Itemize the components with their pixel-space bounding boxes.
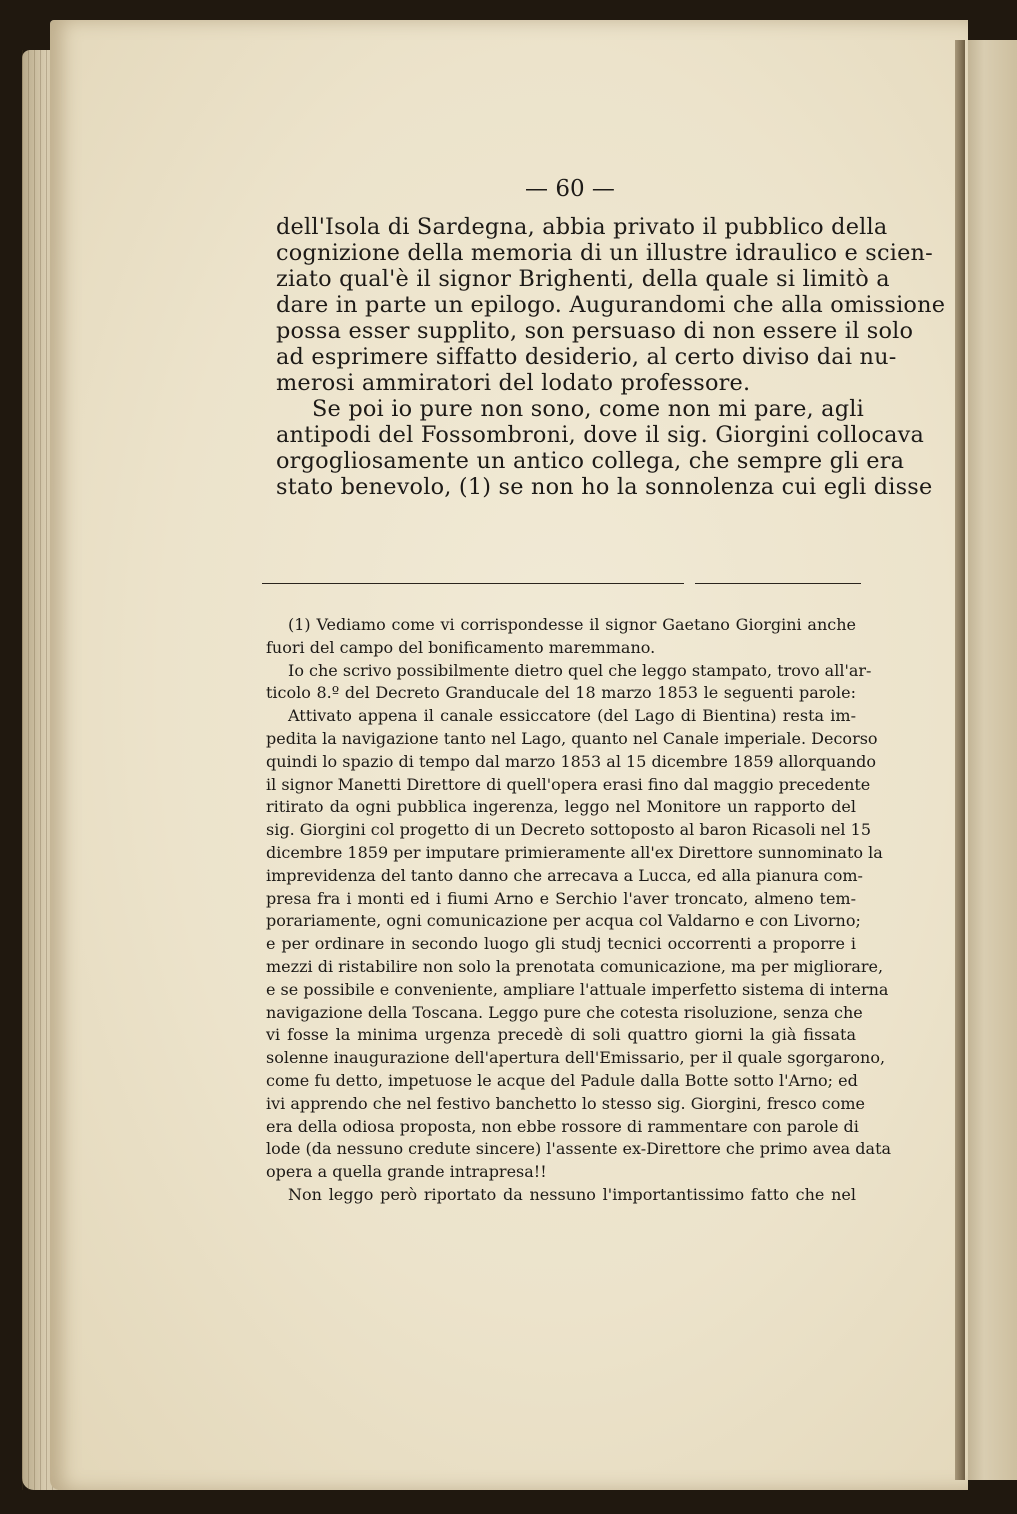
footnote-line: vi fosse la minima urgenza precedè di soli quattro giorni la già fissata [266, 1025, 856, 1045]
body-line: dell'Isola di Sardegna, abbia privato il pubblico della [276, 214, 888, 240]
body-line: Se poi io pure non sono, come non mi pare, agli [312, 396, 864, 422]
footnote-line: e per ordinare in secondo luogo gli studj tecnici occorrenti a proporre i [266, 934, 856, 954]
footnote-line: Io che scrivo possibilmente dietro quel che leggo stampato, trovo all'ar- [288, 660, 872, 680]
body-line: ziato qual'è il signor Brighenti, della quale si limitò a [276, 266, 890, 292]
footnote-line: Non leggo però riportato da nessuno l'importantissimo fatto che nel [288, 1184, 856, 1204]
body-line: cognizione della memoria di un illustre idraulico e scien- [276, 240, 933, 266]
footnote-line: presa fra i monti ed i fiumi Arno e Serchio l'aver troncato, almeno tem- [266, 888, 856, 908]
body-line: dare in parte un epilogo. Augurandomi che alla omissione [276, 292, 946, 318]
footnote-line: il signor Manetti Direttore di quell'opera erasi fino dal maggio precedente [266, 774, 871, 794]
footnote-line: mezzi di ristabilire non solo la prenotata comunicazione, ma per migliorare, [266, 956, 884, 976]
footnote-line: opera a quella grande intrapresa!! [266, 1162, 547, 1182]
body-line: merosi ammiratori del lodato professore. [276, 370, 751, 396]
footnote [266, 614, 892, 1207]
footnote-line: lode (da nessuno credute sincere) l'assente ex-Direttore che primo avea data [266, 1139, 892, 1159]
footnote-line: ticolo 8.º del Decreto Granducale del 18 marzo 1853 le seguenti parole: [266, 683, 856, 703]
footnote-line: quindi lo spazio di tempo dal marzo 1853 al 15 dicembre 1859 allorquando [266, 751, 876, 771]
book-gutter [955, 40, 965, 1480]
footnote-divider [262, 583, 684, 584]
body-line: possa esser supplito, son persuaso di non essere il solo [276, 318, 914, 344]
body-line: antipodi del Fossombroni, dove il sig. Giorgini collocava [276, 422, 925, 448]
footnote-line: imprevidenza del tanto danno che arrecava a Lucca, ed alla pianura com- [266, 865, 863, 885]
facing-page-edge [962, 40, 1017, 1480]
footnote-divider [695, 583, 861, 584]
footnote-line: dicembre 1859 per imputare primieramente all'ex Direttore sunnominato la [266, 842, 883, 862]
footnote-line: ivi apprendo che nel festivo banchetto lo stesso sig. Giorgini, fresco come [266, 1093, 865, 1113]
footnote-line: pedita la navigazione tanto nel Lago, quanto nel Canale imperiale. Decorso [266, 728, 878, 748]
footnote-line: ritirato da ogni pubblica ingerenza, leggo nel Monitore un rapporto del [266, 797, 856, 817]
main-text [276, 214, 946, 500]
body-line: ad esprimere siffatto desiderio, al certo diviso dai nu- [276, 344, 897, 370]
footnote-line: come fu detto, impetuose le acque del Padule dalla Botte sotto l'Arno; ed [266, 1070, 858, 1090]
footnote-line: (1) Vediamo come vi corrispondesse il signor Gaetano Giorgini anche [288, 615, 856, 634]
footnote-line: porariamente, ogni comunicazione per acqua col Valdarno e con Livorno; [266, 911, 861, 931]
page-number: — 60 — [525, 176, 615, 202]
footnote-line: e se possibile e conveniente, ampliare l'attuale imperfetto sistema di interna [266, 979, 889, 999]
footnote-line: era della odiosa proposta, non ebbe rossore di rammentare con parole di [266, 1116, 859, 1136]
footnote-line: navigazione della Toscana. Leggo pure che cotesta risoluzione, senza che [266, 1002, 863, 1022]
body-line: stato benevolo, (1) se non ho la sonnolenza cui egli disse [276, 474, 933, 500]
body-line: orgogliosamente un antico collega, che sempre gli era [276, 448, 905, 474]
footnote-line: fuori del campo del bonificamento maremmano. [266, 637, 656, 657]
footnote-line: solenne inaugurazione dell'apertura dell'Emissario, per il quale sgorgarono, [266, 1048, 886, 1068]
footnote-line: sig. Giorgini col progetto di un Decreto sottoposto al baron Ricasoli nel 15 [266, 820, 871, 840]
footnote-line: Attivato appena il canale essiccatore (del Lago di Bientina) resta im- [288, 706, 856, 726]
